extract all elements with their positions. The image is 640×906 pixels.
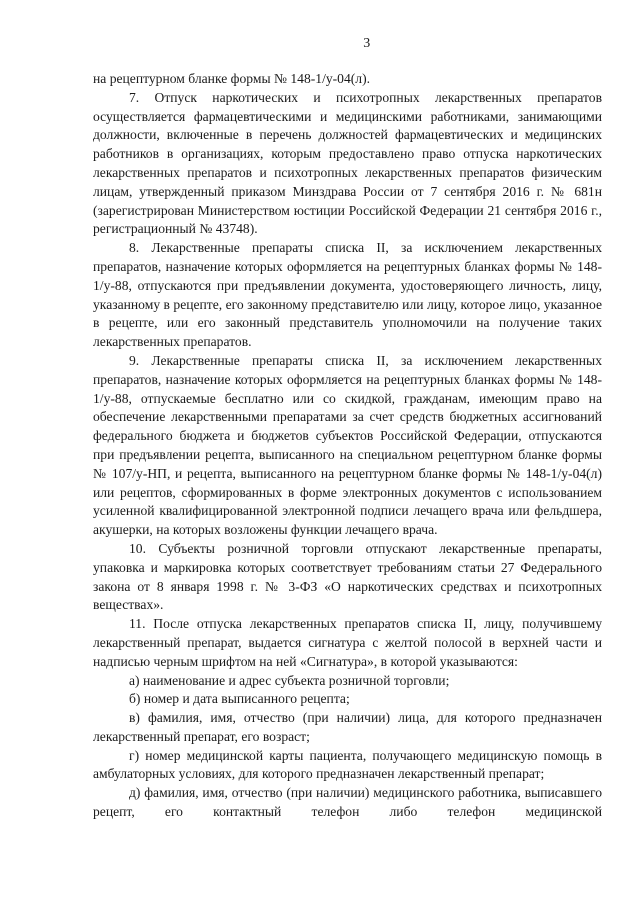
document-body <box>93 70 602 822</box>
subitem-g: г) номер медицинской карты пациента, получающего медицинскую помощь в амбулаторных условиях, для которого предназначен лекарственный препарат; <box>93 747 602 782</box>
subitem-v: в) фамилия, имя, отчество (при наличии) лица, для которого предназначен лекарственный препарат, его возраст; <box>93 710 602 744</box>
subitem-a: а) наименование и адрес субъекта розничной торговли; <box>129 672 450 688</box>
paragraph-item-11: 11. После отпуска лекарственных препаратов списка II, лицу, получившему лекарственный препарат, выдается сигнатура с желтой полосой в верхней части и надписью черным шрифтом на ней «Сигнатура», в которой указываются: <box>93 616 602 669</box>
paragraph-item-10: 10. Субъекты розничной торговли отпускают лекарственные препараты, упаковка и маркировка которых соответствует требованиям статьи 27 Федерального закона от 8 января 1998 г. № 3-ФЗ «О наркотических средствах и психотропных веществах». <box>93 540 602 613</box>
paragraph-continuation: на рецептурном бланке формы № 148-1/у-04(л). <box>93 71 370 86</box>
subitem-b: б) номер и дата выписанного рецепта; <box>129 691 350 707</box>
subitem-d: д) фамилия, имя, отчество (при наличии) медицинского работника, выписавшего рецепт, его контактный телефон либо телефон медицинской <box>93 785 602 820</box>
paragraph-item-9: 9. Лекарственные препараты списка II, за исключением лекарственных препаратов, назначение которых оформляется на рецептурных бланках формы № 148-1/у-88, отпускаемые бесплатно или со скидкой, гражданам, имеющим право на обеспечение лекарственными препаратами за счет средств бюджетных ассигнований федерального бюджета и бюджетов субъектов Российской Федерации, отпускаются при предъявлении рецепта, выписанного на специальном рецептурном бланке формы № 107/у-НП, и рецепта, выписанного на рецептурном бланке формы № 148-1/у-04(л) или рецептов, сформированных в форме электронных документов с использованием усиленной квалифицированной электронной подписи лечащего врача или фельдшера, акушерки, на которых возложены функции лечащего врача. <box>93 352 602 538</box>
paragraph-item-8: 8. Лекарственные препараты списка II, за исключением лекарственных препаратов, назначение которых оформляется на рецептурных бланках формы № 148-1/у-88, отпускаются при предъявлении документа, удостоверяющего личность, лицу, указанному в рецепте, его законному представителю или лицу, которое лицо, указанное в рецепте, или его законный представитель уполномочили на получение таких лекарственных препаратов. <box>93 240 602 350</box>
page-number: 3 <box>363 36 371 51</box>
paragraph-item-7: 7. Отпуск наркотических и психотропных лекарственных препаратов осуществляется фармацевтическими и медицинскими работниками, занимающими должности, включенные в перечень должностей фармацевтических и медицинских работников в организациях, которым предоставлено право отпуска наркотических лекарственных препаратов и психотропных лекарственных препаратов физическим лицам, утвержденный приказом Минздрава России от 7 сентября 2016 г. № 681н (зарегистрирован Министерством юстиции Российской Федерации 21 сентября 2016 г., регистрационный № 43748). <box>93 89 602 237</box>
